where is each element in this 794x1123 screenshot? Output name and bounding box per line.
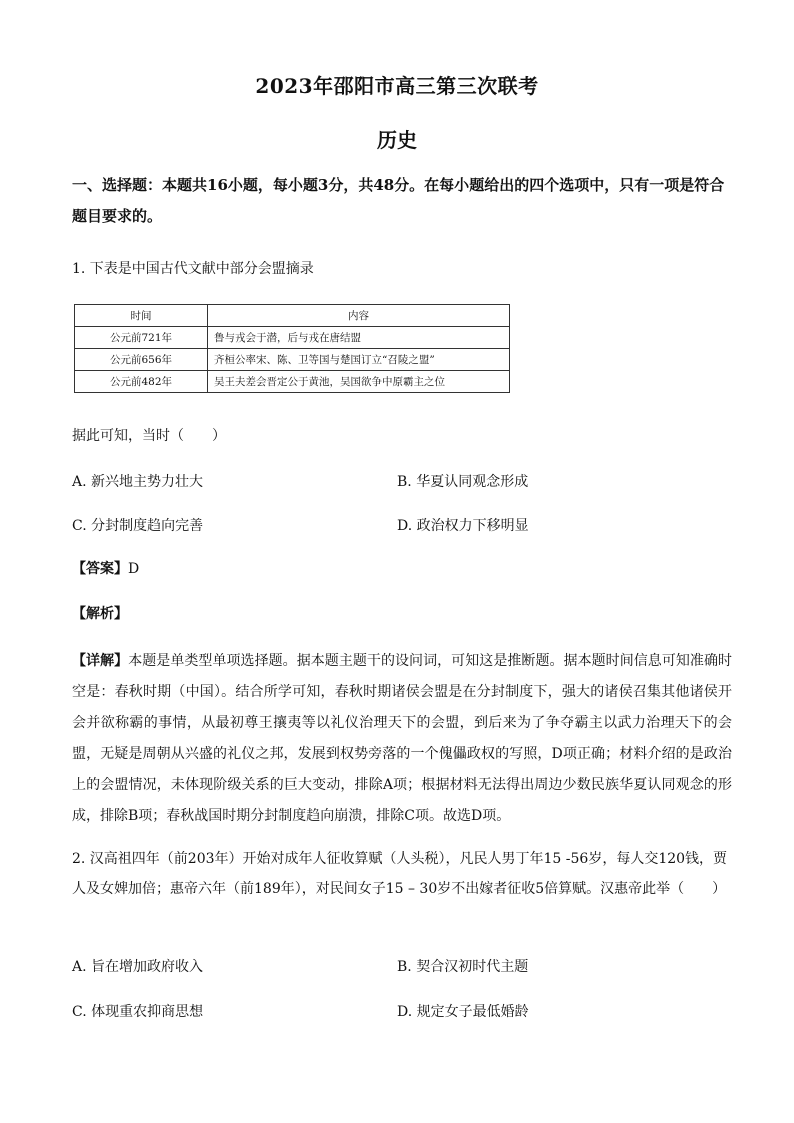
section-heading: 一、选择题：本题共16小题，每小题3分，共48分。在每小题给出的四个选项中，只有一项是符合题目要求的。 <box>72 176 725 225</box>
table-row <box>75 349 510 371</box>
table-cell-time: 公元前482年 <box>75 371 208 393</box>
table-cell-time: 公元前721年 <box>75 327 208 349</box>
q2-option-c: C. 体现重农抑商思想 <box>72 1004 204 1020</box>
exam-title: 2023年邵阳市高三第三次联考 <box>255 74 539 98</box>
table-cell-content: 吴王夫差会晋定公于黄池，吴国欲争中原霸主之位 <box>208 371 510 393</box>
table-header-time: 时间 <box>75 305 208 327</box>
analysis-label: 【解析】 <box>72 606 128 622</box>
q2-option-a: A. 旨在增加政府收入 <box>72 959 204 975</box>
q2-option-b: B. 契合汉初时代主题 <box>397 959 529 975</box>
detail-text: 本题是单类型单项选择题。据本题主题干的设问词，可知这是推断题。据本题时间信息可知准确时空是：春秋时期（中国）。结合所学可知，春秋时期诸侯会盟是在分封制度下，强大的诸侯召集其他诸侯开会并欲称霸的事情，从最初尊王攘夷等以礼仪治理天下的会盟，到后来为了争夺霸主以武力治理天下的会盟，无疑是周朝从兴盛的礼仪之邦，发展到权势旁落的一个傀儡政权的写照，D项正确；材料介绍的是政治上的会盟情况，未体现阶级关系的巨大变动，排除A项；根据材料无法得出周边少数民族华夏认同观念的形成，排除B项；春秋战国时期分封制度趋向崩溃，排除C项。故选D项。 <box>72 653 733 824</box>
alliance-table <box>74 304 510 393</box>
detail-label: 【详解】 <box>72 653 129 669</box>
q1-stem: 1. 下表是中国古代文献中部分会盟摘录 <box>72 261 314 277</box>
answer-value: D <box>128 561 140 577</box>
answer-label: 【答案】 <box>72 561 128 577</box>
q2-option-d: D. 规定女子最低婚龄 <box>397 1004 529 1020</box>
q1-prompt: 据此可知，当时（ ） <box>72 428 226 444</box>
table-row <box>75 371 510 393</box>
table-cell-time: 公元前656年 <box>75 349 208 371</box>
subject-title: 历史 <box>377 128 417 152</box>
table-cell-content: 鲁与戎会于潜，后与戎在唐结盟 <box>208 327 510 349</box>
q1-detail <box>72 646 732 832</box>
q1-option-a: A. 新兴地主势力壮大 <box>72 474 204 490</box>
q1-option-b: B. 华夏认同观念形成 <box>397 474 529 490</box>
table-header-row <box>75 305 510 327</box>
table-row <box>75 327 510 349</box>
q2-stem: 2. 汉高祖四年（前203年）开始对成年人征收算赋（人头税），凡民人男丁年15 -56岁，每人交120钱，贾人及女婢加倍；惠帝六年（前189年），对民间女子15 – 30岁不出嫁者征收5倍算赋。汉惠帝此举（ ） <box>72 851 728 897</box>
q1-answer <box>72 558 139 578</box>
q1-option-c: C. 分封制度趋向完善 <box>72 518 204 534</box>
table-cell-content: 齐桓公率宋、陈、卫等国与楚国订立“召陵之盟” <box>208 349 510 371</box>
q1-option-d: D. 政治权力下移明显 <box>397 518 529 534</box>
table-header-content: 内容 <box>208 305 510 327</box>
